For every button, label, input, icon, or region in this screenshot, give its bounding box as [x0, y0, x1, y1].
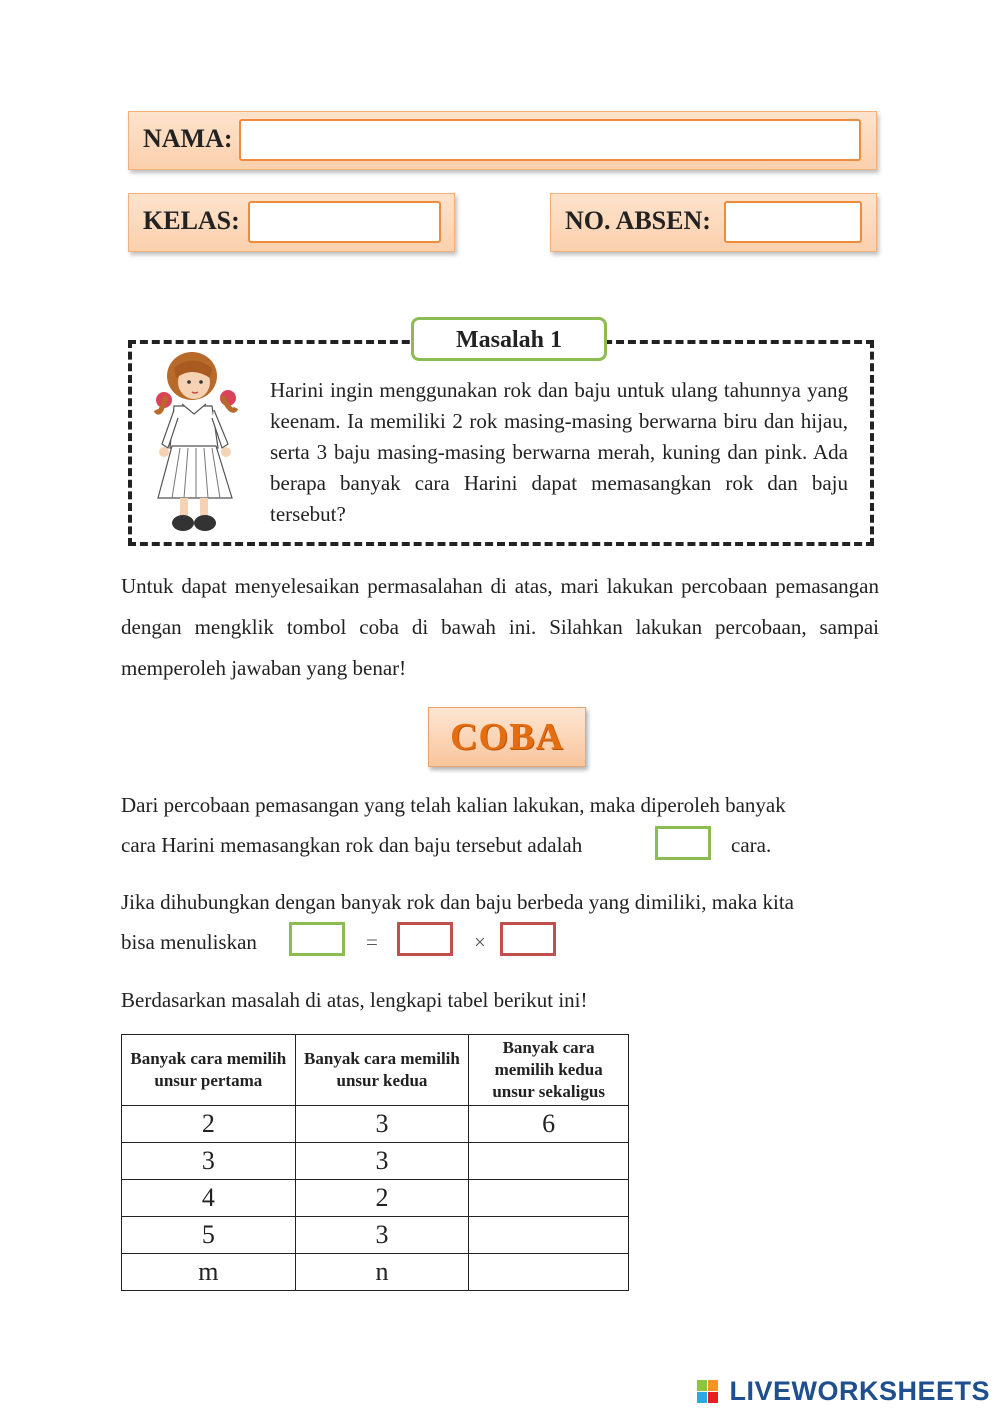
- liveworksheets-logo-icon: [697, 1380, 719, 1404]
- table-header: Banyak cara memilih unsur kedua: [295, 1035, 469, 1106]
- coba-button[interactable]: COBA: [428, 707, 586, 767]
- nama-box: [128, 111, 877, 170]
- masalah-text: Harini ingin menggunakan rok dan baju untuk ulang tahunnya yang keenam. Ia memiliki 2 rok masing-masing berwarna biru dan hijau, serta 3 baju masing-masing berwarna merah, kuning dan pink. Ada berapa banyak cara Harini dapat memasangkan rok dan baju tersebut?: [270, 378, 848, 526]
- table-row: [122, 1106, 629, 1143]
- table-cell: 2: [295, 1180, 469, 1217]
- factor-2-input[interactable]: [500, 922, 556, 956]
- relation-line-2: bisa menuliskan: [121, 930, 257, 954]
- relation-line-1: Jika dihubungkan dengan banyak rok dan baju berbeda yang dimiliki, maka kita: [121, 890, 794, 914]
- table-header: Banyak cara memilih kedua unsur sekaligus: [469, 1035, 629, 1106]
- factor-1-input[interactable]: [397, 922, 453, 956]
- table-cell: m: [122, 1254, 296, 1291]
- table-cell: n: [295, 1254, 469, 1291]
- product-result-input[interactable]: [289, 922, 345, 956]
- table-row: [122, 1217, 629, 1254]
- table-row: [122, 1143, 629, 1180]
- absen-label: NO. ABSEN:: [565, 206, 711, 235]
- table-cell: 3: [295, 1106, 469, 1143]
- result-line-1: Dari percobaan pemasangan yang telah kalian lakukan, maka diperoleh banyak: [121, 793, 786, 817]
- table-cell: 3: [295, 1143, 469, 1180]
- table-cell: 4: [122, 1180, 296, 1217]
- girl-illustration: [152, 348, 242, 538]
- combination-table: [121, 1034, 629, 1291]
- table-cell: 6: [469, 1106, 629, 1143]
- table-header: Banyak cara memilih unsur pertama: [122, 1035, 296, 1106]
- liveworksheets-brand: LIVEWORKSHEETS: [729, 1376, 990, 1406]
- table-answer-cell[interactable]: [469, 1217, 629, 1254]
- kelas-box: [128, 193, 455, 252]
- table-row: [122, 1254, 629, 1291]
- kelas-input[interactable]: [248, 201, 441, 243]
- table-answer-cell[interactable]: [469, 1143, 629, 1180]
- ways-answer-input[interactable]: [655, 826, 711, 860]
- table-cell: 3: [295, 1217, 469, 1254]
- times-sign: ×: [474, 930, 486, 954]
- table-cell: 3: [122, 1143, 296, 1180]
- result-line-2: cara Harini memasangkan rok dan baju tersebut adalah: [121, 833, 583, 857]
- absen-input[interactable]: [724, 201, 862, 243]
- table-cell: 2: [122, 1106, 296, 1143]
- table-header-row: [122, 1035, 629, 1106]
- table-answer-cell[interactable]: [469, 1254, 629, 1291]
- kelas-label: KELAS:: [143, 206, 240, 235]
- table-intro: Berdasarkan masalah di atas, lengkapi tabel berikut ini!: [121, 988, 588, 1012]
- result-suffix: cara.: [731, 833, 772, 857]
- absen-box: [550, 193, 877, 252]
- table-row: [122, 1180, 629, 1217]
- intro-paragraph: Untuk dapat menyelesaikan permasalahan di atas, mari lakukan percobaan pemasangan dengan mengklik tombol coba di bawah ini. Silahkan lakukan percobaan, sampai memperoleh jawaban yang benar!: [121, 574, 879, 680]
- equals-sign: =: [366, 930, 378, 954]
- nama-input[interactable]: [239, 119, 861, 161]
- table-cell: 5: [122, 1217, 296, 1254]
- table-answer-cell[interactable]: [469, 1180, 629, 1217]
- masalah-title: Masalah 1: [411, 317, 607, 361]
- nama-label: NAMA:: [143, 124, 233, 153]
